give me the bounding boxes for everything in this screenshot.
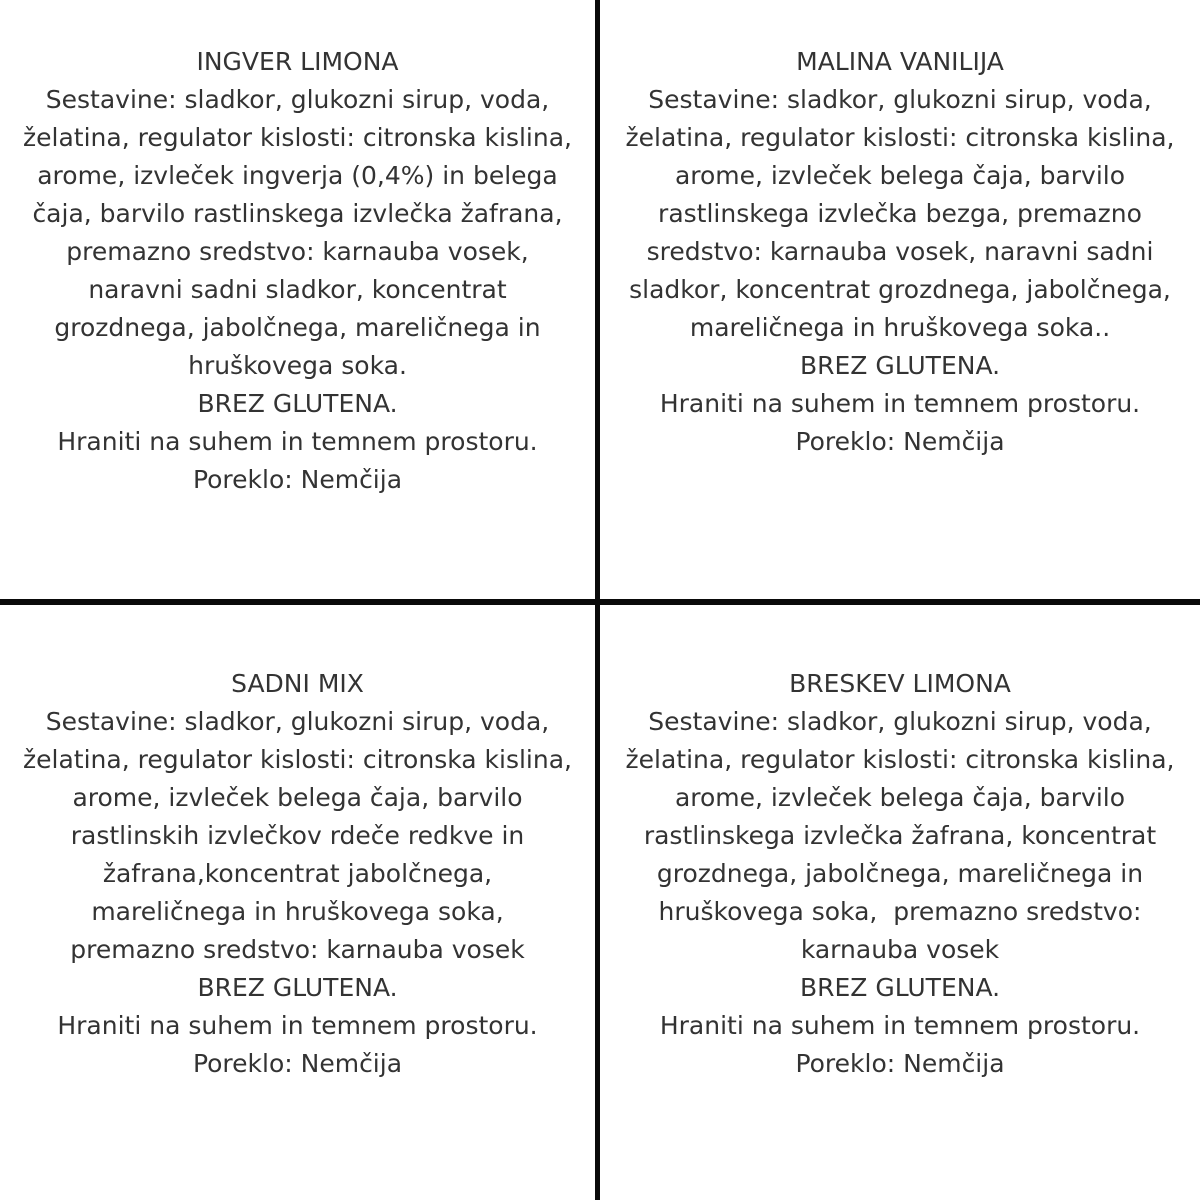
ingredients-line: želatina, regulator kislosti: citronska kislina,: [625, 745, 1175, 774]
ingredients-line: želatina, regulator kislosti: citronska kislina,: [23, 745, 572, 774]
storage-note: Hraniti na suhem in temnem prostoru.: [659, 389, 1141, 418]
ingredients-line: čaja, barvilo rastlinskega izvlečka žafrana,: [32, 199, 563, 228]
ingredients-line: rastlinskega izvlečka bezga, premazno: [658, 199, 1142, 228]
ingredients-line: arome, izvleček ingverja (0,4%) in belega: [37, 161, 558, 190]
origin-note: Poreklo: Nemčija: [192, 465, 403, 494]
ingredients-line: grozdnega, jabolčnega, mareličnega in: [54, 313, 541, 342]
storage-note: Hraniti na suhem in temnem prostoru.: [659, 1011, 1141, 1040]
ingredients-line: arome, izvleček belega čaja, barvilo: [674, 783, 1126, 812]
ingredients-line: naravni sadni sladkor, koncentrat: [88, 275, 507, 304]
ingredients-line: sredstvo: karnauba vosek, naravni sadni: [646, 237, 1154, 266]
flavor-title: MALINA VANILIJA: [796, 47, 1004, 76]
gluten-free-note: BREZ GLUTENA.: [799, 351, 1001, 380]
ingredients-line: Sestavine: sladkor, glukozni sirup, voda,: [45, 707, 550, 736]
ingredients-line: Sestavine: sladkor, glukozni sirup, voda,: [648, 707, 1152, 736]
ingredients-line: arome, izvleček belega čaja, barvilo: [674, 161, 1126, 190]
ingredients-line: rastlinskega izvlečka žafrana, koncentrat: [643, 821, 1157, 850]
gluten-free-note: BREZ GLUTENA.: [197, 389, 398, 418]
storage-note: Hraniti na suhem in temnem prostoru.: [57, 1011, 538, 1040]
flavor-title: SADNI MIX: [231, 669, 364, 698]
ingredients-line: želatina, regulator kislosti: citronska kislina,: [625, 123, 1175, 152]
horizontal-divider-line: [0, 599, 1200, 605]
label-panel-ingver-limona: [0, 0, 595, 499]
label-panel-sadni-mix: [0, 605, 595, 1083]
ingredients-line: grozdnega, jabolčnega, mareličnega in: [656, 859, 1144, 888]
ingredients-line: hruškovega soka.: [188, 351, 407, 380]
ingredients-line: mareličnega in hruškovega soka,: [91, 897, 504, 926]
flavor-title: BRESKEV LIMONA: [789, 669, 1011, 698]
ingredients-line: premazno sredstvo: karnauba vosek: [70, 935, 525, 964]
ingredients-line: premazno sredstvo: karnauba vosek,: [66, 237, 529, 266]
ingredients-line: karnauba vosek: [800, 935, 1000, 964]
ingredients-line: želatina, regulator kislosti: citronska kislina,: [23, 123, 572, 152]
origin-note: Poreklo: Nemčija: [795, 427, 1005, 456]
label-panel-malina-vanilija: [600, 0, 1200, 461]
ingredients-line: žafrana,koncentrat jabolčnega,: [102, 859, 493, 888]
storage-note: Hraniti na suhem in temnem prostoru.: [57, 427, 538, 456]
label-panel-breskev-limona: [600, 605, 1200, 1083]
gluten-free-note: BREZ GLUTENA.: [799, 973, 1001, 1002]
ingredients-line: mareličnega in hruškovega soka..: [689, 313, 1111, 342]
ingredients-line: Sestavine: sladkor, glukozni sirup, voda,: [45, 85, 550, 114]
flavor-title: INGVER LIMONA: [196, 47, 399, 76]
ingredients-line: hruškovega soka, premazno sredstvo:: [658, 897, 1142, 926]
origin-note: Poreklo: Nemčija: [192, 1049, 403, 1078]
ingredients-line: rastlinskih izvlečkov rdeče redkve in: [70, 821, 525, 850]
gluten-free-note: BREZ GLUTENA.: [197, 973, 398, 1002]
origin-note: Poreklo: Nemčija: [795, 1049, 1005, 1078]
ingredients-line: Sestavine: sladkor, glukozni sirup, voda,: [648, 85, 1152, 114]
ingredients-line: arome, izvleček belega čaja, barvilo: [72, 783, 523, 812]
ingredients-line: sladkor, koncentrat grozdnega, jabolčnega,: [629, 275, 1171, 304]
